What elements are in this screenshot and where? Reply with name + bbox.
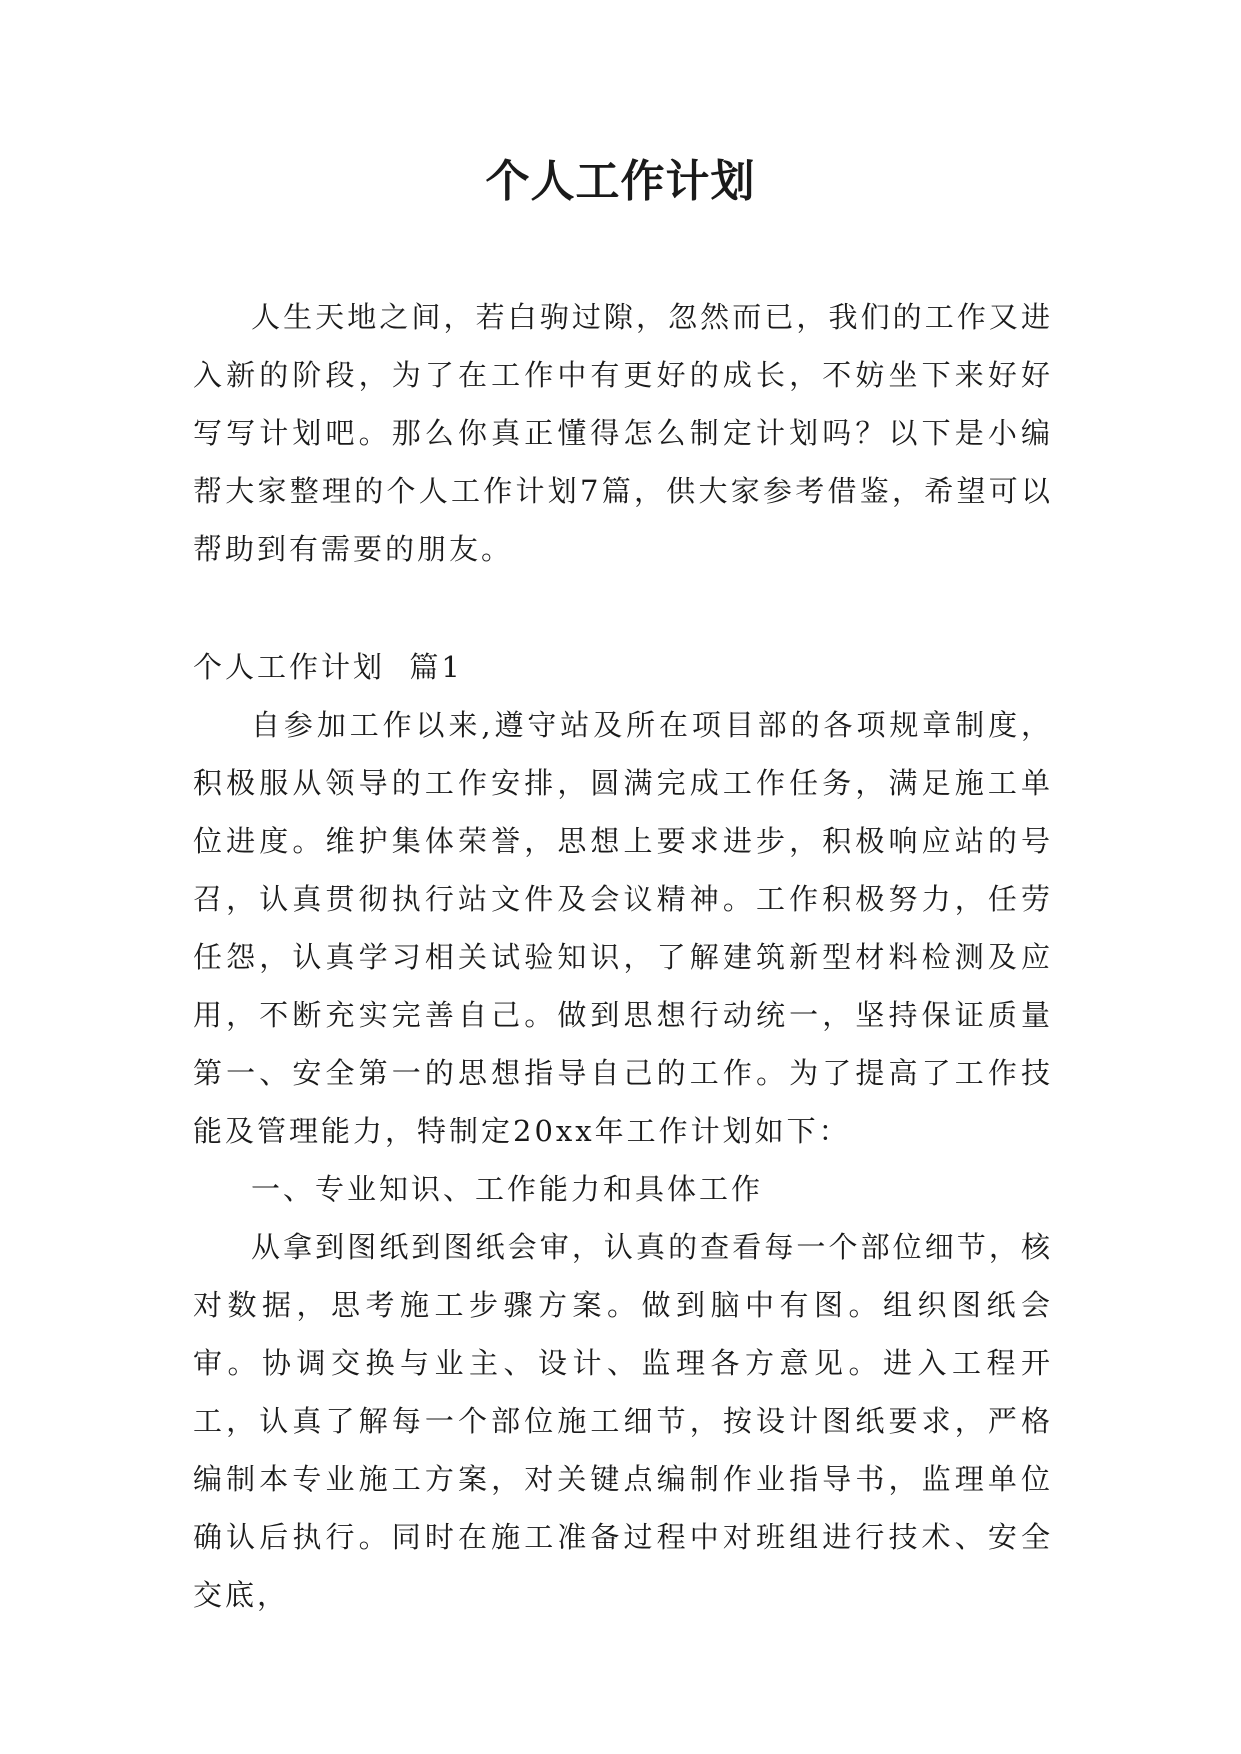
section-1-heading: 个人工作计划 篇1 [193, 650, 463, 684]
section-1-subheading: 一、专业知识、工作能力和具体工作 [251, 1172, 764, 1206]
document-title: 个人工作计划 [485, 156, 756, 207]
intro-section [193, 288, 1053, 578]
intro-paragraph: 人生天地之间，若白驹过隙，忽然而已，我们的工作又进入新的阶段，为了在工作中有更好的成长，不妨坐下来好好写写计划吧。那么你真正懂得怎么制定计划吗？以下是小编帮大家整理的个人工作计划7篇，供大家参考借鉴，希望可以帮助到有需要的朋友。 [193, 300, 1053, 566]
section-1-paragraph-1: 自参加工作以来,遵守站及所在项目部的各项规章制度，积极服从领导的工作安排，圆满完成工作任务，满足施工单位进度。维护集体荣誉，思想上要求进步，积极响应站的号召，认真贯彻执行站文件及会议精神。工作积极努力，任劳任怨，认真学习相关试验知识，了解建筑新型材料检测及应用，不断充实完善自己。做到思想行动统一，坚持保证质量第一、安全第一的思想指导自己的工作。为了提高了工作技能及管理能力，特制定20xx年工作计划如下： [193, 708, 1053, 1148]
section-1 [193, 638, 1053, 1624]
section-1-paragraph-2: 从拿到图纸到图纸会审，认真的查看每一个部位细节，核对数据，思考施工步骤方案。做到脑中有图。组织图纸会审。协调交换与业主、设计、监理各方意见。进入工程开工，认真了解每一个部位施工细节，按设计图纸要求，严格编制本专业施工方案，对关键点编制作业指导书，监理单位确认后执行。同时在施工准备过程中对班组进行技术、安全交底， [193, 1230, 1053, 1612]
